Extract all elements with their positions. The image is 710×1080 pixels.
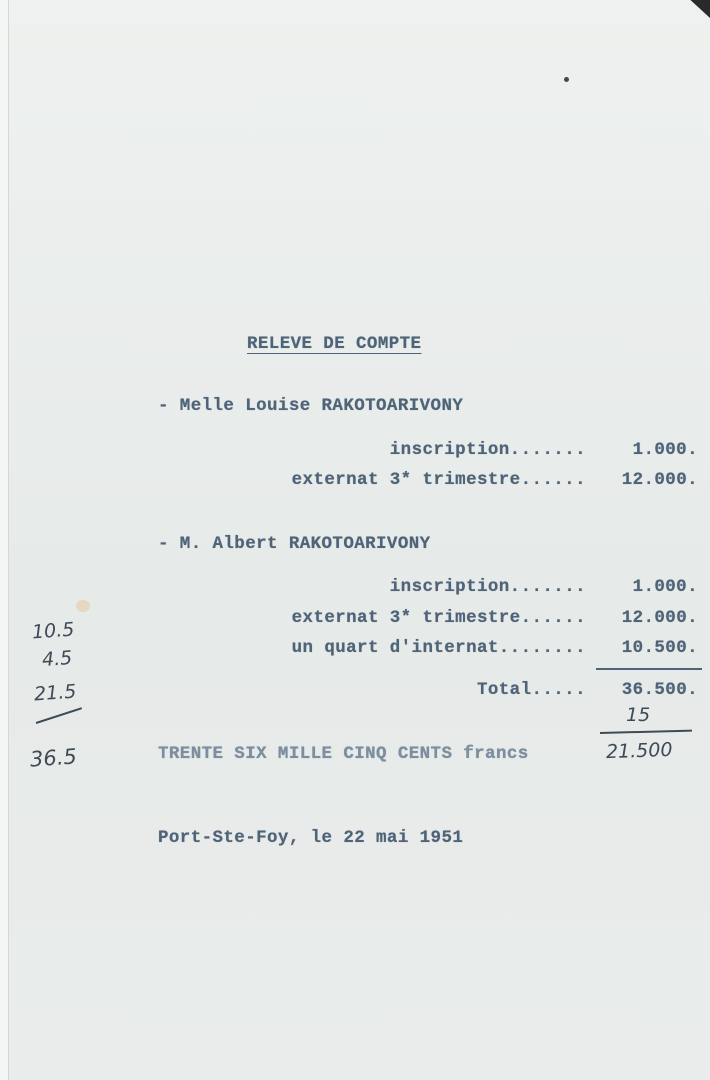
line-item-amount: 1.000. xyxy=(632,577,698,597)
handwritten-subtraction-line xyxy=(600,730,692,734)
handwritten-subtrahend: 15 xyxy=(626,704,651,726)
ink-dot xyxy=(564,77,569,82)
line-item-label: un quart d'internat........ xyxy=(291,638,586,658)
paper-stain xyxy=(76,600,90,612)
line-item-amount: 12.000. xyxy=(621,470,698,490)
handwritten-result: 21.500 xyxy=(605,738,673,764)
amount-in-words: TRENTE SIX MILLE CINQ CENTS francs xyxy=(158,744,529,764)
place-and-date: Port-Ste-Foy, le 22 mai 1951 xyxy=(158,828,464,848)
line-item-label: inscription....... xyxy=(389,440,586,460)
handwritten-margin-value: 10.5 xyxy=(31,618,76,644)
total-rule xyxy=(596,668,702,670)
total-amount: 36.500. xyxy=(621,680,698,700)
line-item-amount: 1.000. xyxy=(632,440,698,460)
torn-corner xyxy=(682,0,710,18)
line-item-amount: 12.000. xyxy=(621,608,698,628)
paper-edge xyxy=(0,0,9,1080)
total-label: Total..... xyxy=(476,680,586,700)
line-item-amount: 10.500. xyxy=(621,638,698,658)
handwritten-margin-value: 4.5 xyxy=(41,646,73,672)
document-title: RELEVE DE COMPTE xyxy=(247,334,422,354)
handwritten-margin-total: 36.5 xyxy=(29,744,78,772)
student-name: - Melle Louise RAKOTOARIVONY xyxy=(158,396,464,416)
student-name: - M. Albert RAKOTOARIVONY xyxy=(158,534,431,554)
line-item-label: inscription....... xyxy=(389,577,586,597)
line-item-label: externat 3* trimestre...... xyxy=(291,470,586,490)
handwritten-margin-value: 21.5 xyxy=(33,680,78,706)
line-item-label: externat 3* trimestre...... xyxy=(291,608,586,628)
handwritten-sum-line xyxy=(36,707,82,723)
